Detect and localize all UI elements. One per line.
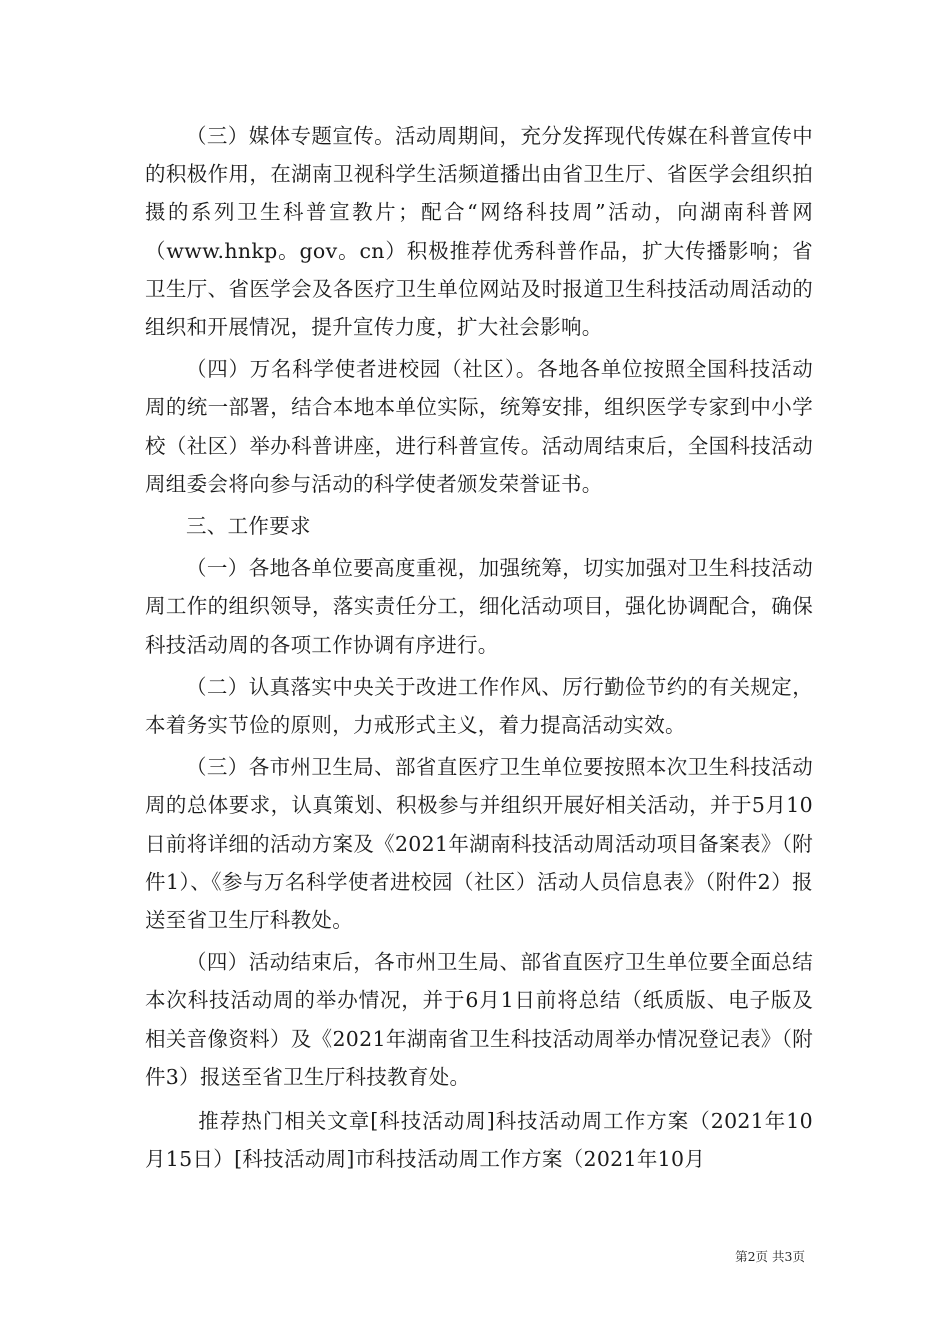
- paragraph-requirement-2: （二）认真落实中央关于改进工作作风、厉行勤俭节约的有关规定，本着务实节俭的原则，力戒形式主义，着力提高活动实效。: [145, 674, 813, 738]
- paragraph-science-envoys: （四）万名科学使者进校园（社区）。各地各单位按照全国科技活动周的统一部署，结合本地本单位实际，统筹安排，组织医学专家到中小学校（社区）举办科普讲座，进行科普宣传。活动周结束后，全国科技活动周组委会将向参与活动的科学使者颁发荣誉证书。: [145, 357, 813, 496]
- paragraph-requirement-4: （四）活动结束后，各市州卫生局、部省直医疗卫生单位要全面总结本次科技活动周的举办情况，并于6月1日前将总结（纸质版、电子版及相关音像资料）及《2021年湖南省卫生科技活动周举办情况登记表》（附件3）报送至省卫生厅科技教育处。: [145, 950, 813, 1089]
- paragraph-requirement-3: （三）各市州卫生局、部省直医疗卫生单位要按照本次卫生科技活动周的总体要求，认真策划、积极参与并组织开展好相关活动，并于5月10日前将详细的活动方案及《2021年湖南科技活动周活动项目备案表》（附件1）、《参与万名科学使者进校园（社区）活动人员信息表》（附件2）报送至省卫生厅科教处。: [145, 755, 813, 933]
- paragraph-requirement-1: （一）各地各单位要高度重视，加强统筹，切实加强对卫生科技活动周工作的组织领导，落实责任分工，细化活动项目，强化协调配合，确保科技活动周的各项工作协调有序进行。: [145, 556, 813, 657]
- page-number: 第2页 共3页: [735, 1249, 805, 1264]
- section-heading-work-requirements: 三、工作要求: [186, 514, 311, 539]
- paragraph-media-publicity: （三）媒体专题宣传。活动周期间，充分发挥现代传媒在科普宣传中的积极作用，在湖南卫视科学生活频道播出由省卫生厅、省医学会组织拍摄的系列卫生科普宣教片；配合“网络科技周”活动，向湖南科普网（www.hnkp。gov。cn）积极推荐优秀科普作品，扩大传播影响；省卫生厅、省医学会及各医疗卫生单位网站及时报道卫生科技活动周活动的组织和开展情况，提升宣传力度，扩大社会影响。: [145, 124, 813, 340]
- recommended-articles-link[interactable]: 推荐热门相关文章[科技活动周]科技活动周工作方案（2021年10月15日）[科技活动周]市科技活动周工作方案（2021年10月: [145, 1109, 813, 1172]
- document-body: [145, 117, 813, 1182]
